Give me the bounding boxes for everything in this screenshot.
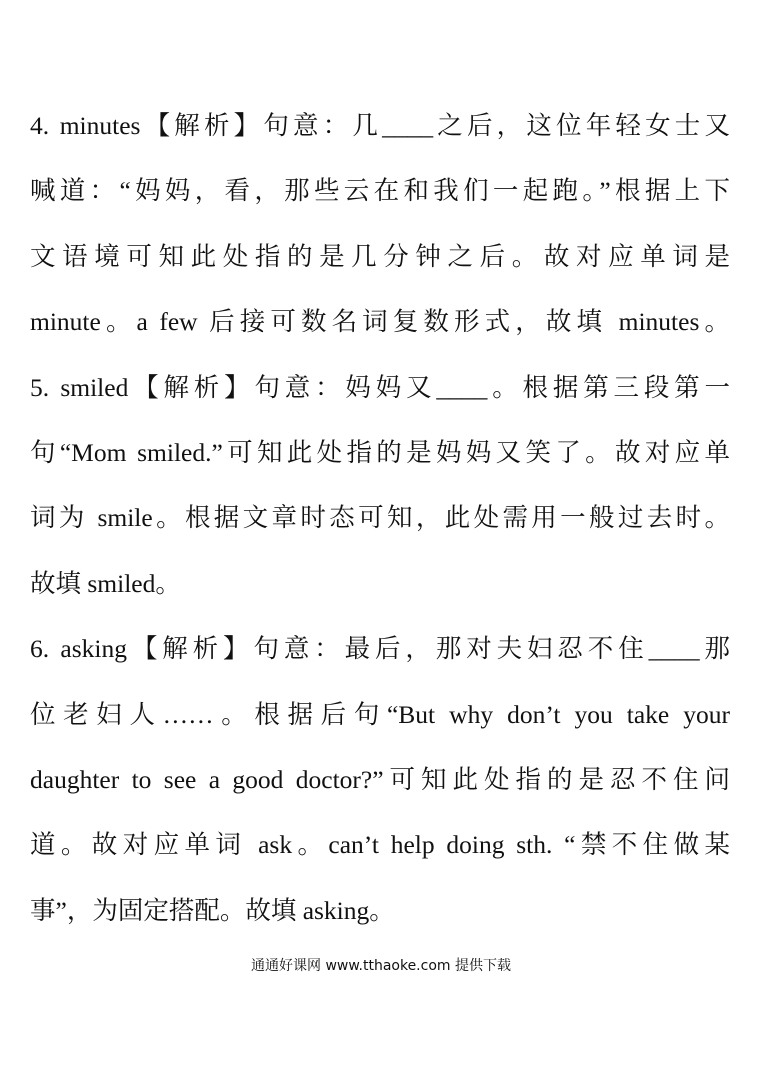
text-line: 喊道：“妈妈，看，那些云在和我们一起跑。”根据上下 [30, 176, 730, 206]
text-line: 词为 smile。根据文章时态可知，此处需用一般过去时。 [30, 503, 730, 533]
text-line: 位老妇人……。根据后句“But why don’t you take your [30, 699, 730, 729]
answer-explanations [30, 93, 730, 943]
text-line: daughter to see a good doctor?”可知此处指的是忍不住问 [30, 764, 730, 794]
text-line: 4. minutes【解析】句意：几____之后，这位年轻女士又 [30, 111, 730, 140]
text-line: 文语境可知此处指的是几分钟之后。故对应单词是 [30, 241, 730, 271]
explanation-item-5 [30, 355, 730, 617]
page-footer: 通通好课网 www.tthaoke.com 提供下载 [251, 958, 511, 974]
text-line: 句“Mom smiled.”可知此处指的是妈妈又笑了。故对应单 [30, 437, 730, 467]
text-line: 事”，为固定搭配。故填 asking。 [30, 895, 395, 925]
text-line: 道。故对应单词 ask。can’t help doing sth. “禁不住做某 [30, 830, 730, 860]
explanation-item-4 [30, 93, 730, 355]
text-line: 6. asking【解析】句意：最后，那对夫妇忍不住____那 [30, 634, 730, 664]
text-line: 5. smiled【解析】句意：妈妈又____。根据第三段第一 [30, 372, 730, 402]
explanation-item-6 [30, 616, 730, 943]
text-line: minute。a few 后接可数名词复数形式，故填 minutes。 [30, 307, 730, 337]
text-line: 故填 smiled。 [30, 568, 181, 598]
